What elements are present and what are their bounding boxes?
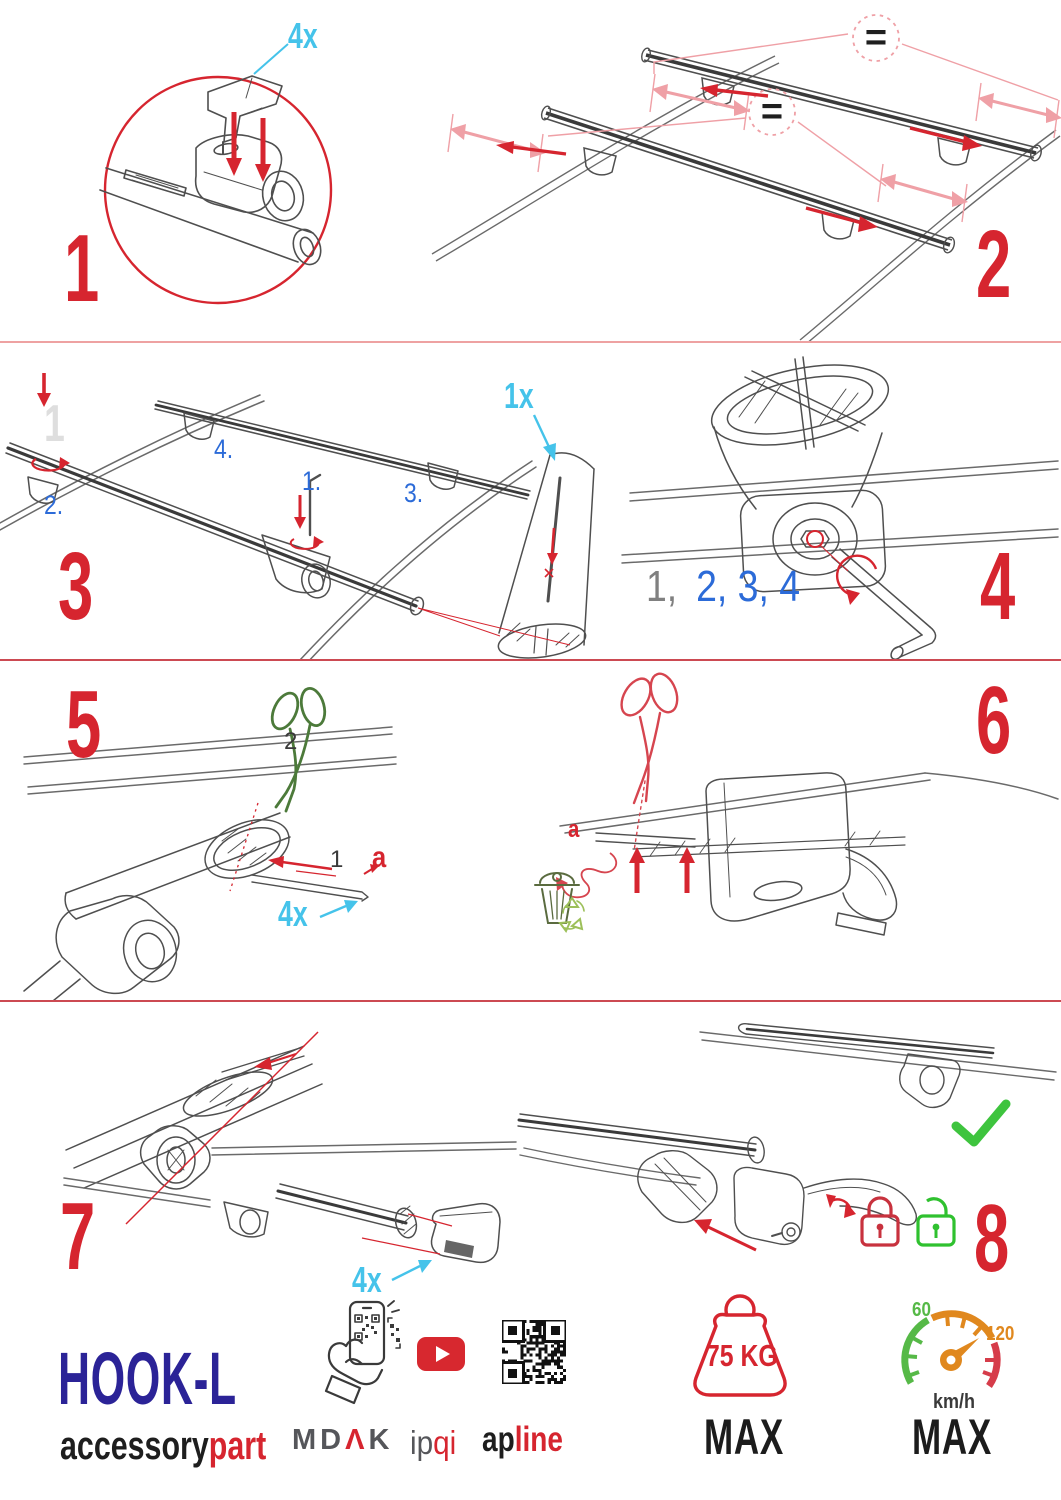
mdak-md: MD [292, 1424, 346, 1456]
lift-arrows [629, 847, 695, 893]
step3-order-4: 4. [214, 434, 234, 464]
qr-code [502, 1320, 566, 1384]
product-name: HOOK-L [58, 1337, 237, 1420]
step5-scissors-label: 2 [284, 728, 298, 755]
apline-ap: ap [482, 1420, 515, 1459]
brand-logo-apline [482, 1422, 563, 1457]
gauge-low-label: 60 [912, 1299, 931, 1321]
youtube-icon [416, 1336, 466, 1372]
step3-order-2: 2. [44, 490, 64, 520]
step6-a-label: a [568, 816, 580, 843]
step2-number: 2 [976, 211, 1010, 318]
weight-limit-value: 75 KG [706, 1338, 778, 1373]
mdak-k: K [368, 1424, 394, 1456]
step6-number: 6 [976, 667, 1010, 774]
clamp-foot [24, 896, 183, 1000]
padlock-open-icon [918, 1199, 954, 1245]
gauge-unit-label: km/h [933, 1391, 976, 1413]
step7-qty-label: 4x [352, 1259, 382, 1300]
step4-number: 4 [980, 533, 1014, 640]
step5-a-label: a [372, 841, 387, 874]
brand-logo-accessorypart [60, 1426, 266, 1466]
step5-number: 5 [66, 671, 100, 778]
magnifier-circle [105, 77, 331, 303]
step7-number: 7 [60, 1183, 94, 1290]
step3-number: 3 [58, 533, 92, 640]
speed-max-label: MAX [912, 1409, 992, 1465]
clamp-ring [141, 1126, 210, 1189]
sequence-blue: 2, 3, 4 [696, 562, 801, 611]
step5-qty-label: 4x [278, 893, 308, 934]
step3-qty-label: 1x [504, 375, 534, 416]
step7-step8-illustration [0, 1002, 1061, 1300]
end-cap [432, 1204, 501, 1263]
step3-order-3: 3. [404, 478, 424, 508]
step1-number: 1 [64, 215, 98, 322]
brand-logo-ipqi [410, 1426, 456, 1459]
sequence-gray: 1, [646, 562, 678, 611]
padlock-closed-icon [862, 1198, 898, 1245]
checkmark-icon [956, 1104, 1006, 1142]
ipqi-ip: ip [410, 1424, 434, 1461]
step8-number: 8 [974, 1185, 1008, 1292]
mdak-lambda: Λ [345, 1424, 369, 1456]
recycle-icon [560, 898, 584, 931]
dimension-arrows [448, 15, 1061, 222]
step5-strip-label: 1 [330, 846, 344, 873]
step4-sequence-label [646, 562, 801, 611]
qty-leader-line [254, 44, 288, 74]
step3-order-1: 1. [302, 466, 322, 496]
gauge-high-label: 120 [986, 1323, 1015, 1345]
allen-key [832, 549, 936, 659]
speedometer-icon [888, 1296, 1018, 1406]
step3-ghost-label: 1 [44, 395, 65, 453]
scissors-icon-green [267, 686, 329, 811]
weight-max-label: MAX [704, 1409, 784, 1465]
clamp-lock-cover [638, 1151, 916, 1245]
phone-qr-scan-icon [316, 1300, 404, 1406]
ipqi-qi: qi [433, 1424, 457, 1461]
brand-black-part: accessory [60, 1424, 209, 1468]
rail-cup [704, 351, 895, 459]
step1-qty-label: 4x [288, 15, 318, 56]
insert-arrows [226, 112, 271, 182]
equal-sign-2: = [760, 91, 784, 133]
step1-step2-illustration [0, 0, 1061, 341]
brand-logo-mdak [292, 1426, 393, 1455]
apline-line: line [514, 1420, 563, 1459]
clamp-cover [706, 773, 896, 935]
step5-step6-illustration [0, 661, 1061, 1000]
brand-red-part: part [208, 1424, 267, 1468]
equal-sign-1: = [864, 17, 888, 59]
